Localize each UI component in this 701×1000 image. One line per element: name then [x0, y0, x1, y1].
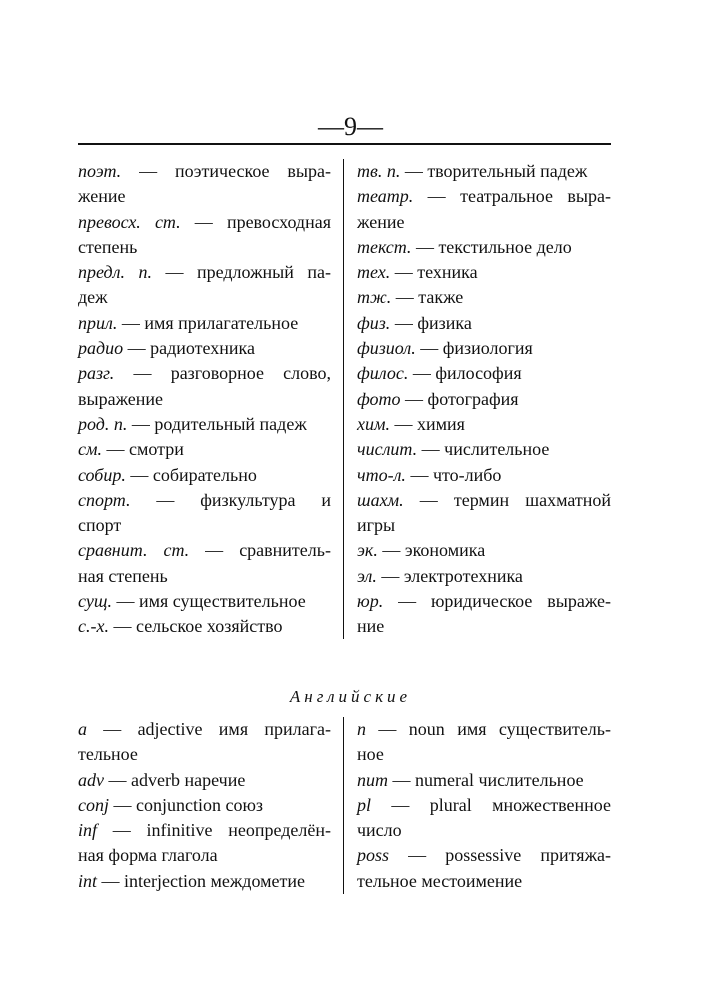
abbreviation-entry — [78, 818, 331, 843]
abbreviation-definition: — предложный па- — [152, 262, 331, 283]
abbreviation-entry — [78, 437, 331, 462]
abbreviation-definition-continued: тельное местоимение — [357, 870, 523, 891]
abbreviation-entry — [357, 311, 611, 336]
abbreviation-entry — [78, 538, 331, 563]
abbreviation-definition-continued: ное — [357, 744, 384, 765]
abbreviation-term: собир. — [78, 464, 126, 485]
abbreviation-term: юр. — [357, 591, 384, 612]
abbreviation-term: спорт. — [78, 489, 131, 510]
abbreviation-definition-continued: спорт — [78, 515, 122, 536]
abbreviation-entry — [357, 336, 611, 361]
abbreviation-definition-continued: игры — [357, 515, 396, 536]
abbreviation-definition: — термин шахматной — [403, 489, 611, 510]
abbreviation-term: pl — [357, 794, 372, 815]
abbreviation-entry — [357, 589, 611, 614]
abbreviation-entry — [357, 437, 611, 462]
abbreviation-entry — [357, 361, 611, 386]
abbreviation-term: фото — [357, 388, 401, 409]
abbreviation-definition: — conjunction союз — [109, 794, 264, 815]
abbreviation-definition: — техника — [390, 262, 478, 283]
abbreviation-term: тех. — [357, 262, 391, 283]
abbreviation-term: num — [357, 769, 388, 790]
abbreviation-term: предл. п. — [78, 262, 152, 283]
abbreviation-definition-continued: деж — [78, 287, 108, 308]
abbreviation-definition: — имя прилагательное — [117, 312, 299, 333]
abbreviation-definition: — interjection междометие — [97, 870, 305, 891]
russian-right-column — [344, 159, 611, 639]
abbreviation-term: превосх. ст. — [78, 211, 181, 232]
abbreviation-definition: — радиотехника — [123, 338, 255, 359]
abbreviation-term: шахм. — [357, 489, 404, 510]
abbreviation-definition-continued: ние — [357, 616, 385, 637]
abbreviation-entry — [357, 412, 611, 437]
page-number: —9— — [318, 112, 383, 141]
abbreviation-entry — [78, 614, 331, 639]
abbreviation-term: числит. — [357, 439, 418, 460]
abbreviation-definition: — numeral числительное — [388, 769, 584, 790]
abbreviation-entry — [357, 717, 611, 742]
abbreviation-definition-continued: число — [357, 820, 402, 841]
abbreviation-definition: — физкультура и — [130, 489, 331, 510]
abbreviation-entry — [78, 869, 331, 894]
abbreviation-term: сущ. — [78, 591, 112, 612]
abbreviation-definition: — сравнитель- — [189, 540, 331, 561]
abbreviation-term: текст. — [357, 236, 412, 257]
abbreviation-term: что-л. — [357, 464, 406, 485]
abbreviation-definition-continued: выражение — [78, 388, 164, 409]
abbreviation-definition-continued: жение — [78, 186, 126, 207]
abbreviation-entry — [78, 311, 331, 336]
abbreviation-term: conj — [78, 794, 109, 815]
abbreviation-definition: — юридическое выраже- — [383, 591, 611, 612]
abbreviation-definition: — электротехника — [376, 565, 523, 586]
abbreviation-entry — [357, 184, 611, 209]
english-left-column — [78, 717, 344, 894]
header-rule — [78, 143, 611, 145]
abbreviation-entry — [78, 260, 331, 285]
abbreviation-entry — [357, 285, 611, 310]
abbreviation-definition-continued: ная степень — [78, 565, 168, 586]
abbreviation-definition-continued: жение — [357, 211, 405, 232]
abbreviation-term: тж. — [357, 287, 392, 308]
abbreviation-entry — [357, 564, 611, 589]
abbreviation-entry — [357, 235, 611, 260]
abbreviation-term: poss — [357, 845, 390, 866]
english-abbreviations — [78, 717, 611, 894]
abbreviation-term: с.-х. — [78, 616, 109, 637]
abbreviation-term: тв. п. — [357, 161, 401, 181]
russian-left-column — [78, 159, 344, 639]
abbreviation-definition: — собирательно — [125, 464, 257, 485]
abbreviation-entry — [78, 336, 331, 361]
abbreviation-term: разг. — [78, 363, 115, 384]
abbreviation-definition: — философия — [408, 363, 522, 384]
abbreviation-definition: — смотри — [101, 439, 184, 460]
abbreviation-definition: — химия — [389, 413, 465, 434]
abbreviation-term: сравнит. ст. — [78, 540, 190, 561]
abbreviation-term: хим. — [357, 413, 390, 434]
abbreviation-entry — [357, 538, 611, 563]
abbreviation-definition: — noun имя существитель- — [366, 719, 611, 739]
abbreviation-term: физиол. — [357, 338, 416, 359]
abbreviation-term: эк. — [357, 540, 378, 561]
abbreviation-definition: — фотография — [400, 388, 519, 409]
abbreviation-definition-continued: тельное — [78, 744, 138, 765]
abbreviation-term: радио — [78, 338, 124, 359]
abbreviation-definition-continued: ная форма глагола — [78, 845, 218, 866]
abbreviation-entry — [78, 717, 331, 742]
abbreviation-term: int — [78, 870, 98, 891]
abbreviation-definition: — экономика — [377, 540, 486, 561]
abbreviation-entry — [78, 768, 331, 793]
abbreviation-entry — [357, 159, 611, 184]
abbreviation-term: поэт. — [78, 161, 122, 181]
russian-abbreviations — [78, 159, 611, 639]
abbreviation-definition: — infinitive неопределён- — [97, 820, 331, 841]
abbreviation-term: прил. — [78, 312, 118, 333]
abbreviation-term: физ. — [357, 312, 391, 333]
abbreviation-entry — [357, 260, 611, 285]
abbreviation-entry — [78, 463, 331, 488]
abbreviation-entry — [357, 488, 611, 513]
abbreviation-definition: — что-либо — [405, 464, 502, 485]
abbreviation-definition: — разговорное слово, — [114, 363, 331, 384]
abbreviation-definition: — творительный падеж — [400, 161, 588, 181]
abbreviation-entry — [357, 793, 611, 818]
abbreviation-definition: — текстильное дело — [411, 236, 572, 257]
abbreviation-definition: — превосходная — [180, 211, 331, 232]
abbreviation-entry — [78, 488, 331, 513]
abbreviation-definition: — физиология — [415, 338, 533, 359]
abbreviation-entry — [78, 589, 331, 614]
abbreviation-entry — [78, 412, 331, 437]
abbreviation-definition: — possessive притяжа- — [389, 845, 611, 866]
abbreviation-term: филос. — [357, 363, 409, 384]
abbreviation-definition: — физика — [390, 312, 472, 333]
abbreviation-term: inf — [78, 820, 98, 841]
abbreviation-definition: — поэтическое выра- — [121, 161, 331, 181]
section-heading-english: Английские — [289, 687, 412, 706]
abbreviation-definition-continued: степень — [78, 236, 138, 257]
abbreviation-definition: — родительный падеж — [127, 413, 307, 434]
abbreviation-entry — [357, 843, 611, 868]
abbreviation-term: adv — [78, 769, 104, 790]
abbreviation-entry — [78, 210, 331, 235]
abbreviation-entry — [78, 159, 331, 184]
abbreviation-entry — [78, 793, 331, 818]
english-right-column — [344, 717, 611, 894]
abbreviation-entry — [357, 387, 611, 412]
abbreviation-term: n — [357, 719, 366, 739]
abbreviation-definition: — adjective имя прилага- — [87, 719, 331, 739]
abbreviation-term: a — [78, 719, 87, 739]
abbreviation-definition: — имя существительное — [111, 591, 306, 612]
abbreviation-term: эл. — [357, 565, 377, 586]
abbreviation-entry — [78, 361, 331, 386]
abbreviation-entry — [357, 463, 611, 488]
abbreviation-definition: — театральное выра- — [413, 186, 611, 207]
abbreviation-term: театр. — [357, 186, 414, 207]
abbreviation-term: см. — [78, 439, 102, 460]
abbreviation-definition: — adverb наречие — [104, 769, 246, 790]
abbreviation-definition: — plural множественное — [371, 794, 611, 815]
abbreviation-definition: — сельское хозяйство — [108, 616, 283, 637]
abbreviation-term: род. п. — [78, 413, 128, 434]
abbreviation-entry — [357, 768, 611, 793]
abbreviation-definition: — числительное — [417, 439, 550, 460]
abbreviation-definition: — также — [391, 287, 464, 308]
